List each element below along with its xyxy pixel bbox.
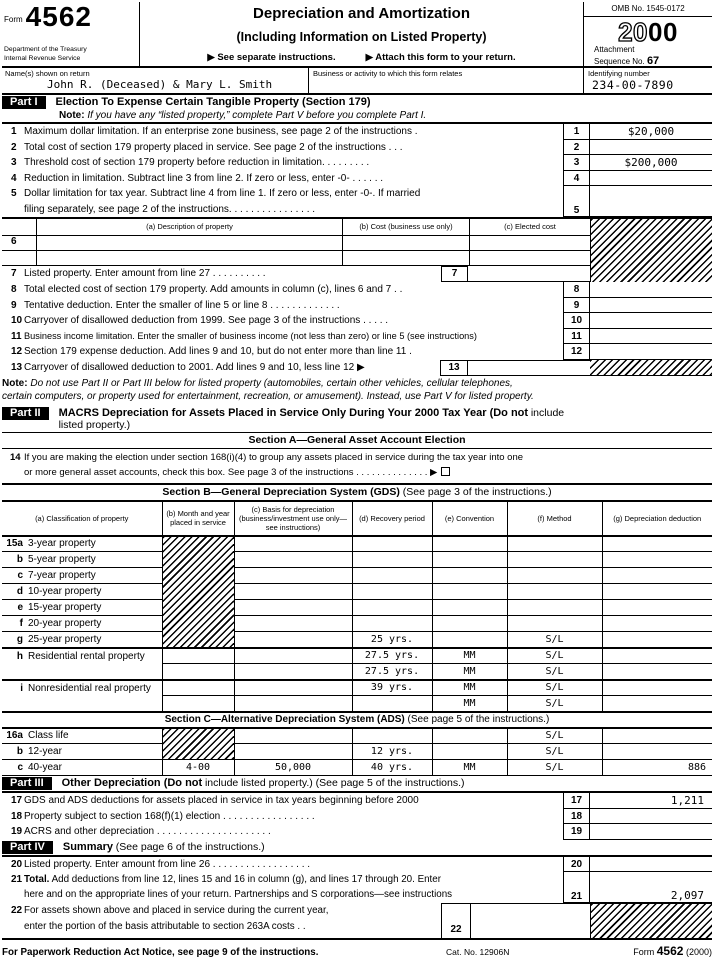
sequence-number: 67	[646, 55, 660, 67]
line-10-label: Carryover of disallowed deduction from 1999. See page 3 of the instructions . . . . .	[24, 315, 389, 326]
line-4-amount-field[interactable]	[590, 171, 712, 187]
part4-title-bold: Summary	[62, 840, 113, 853]
paperwork-notice: For Paperwork Reduction Act Notice, see page 9 of the instructions.	[2, 947, 319, 958]
deduction-field[interactable]	[602, 664, 712, 680]
row-15h-1: h Residential rental property 27.5 yrs. MM S/L	[2, 648, 712, 664]
name-block	[2, 68, 308, 93]
recovery-field[interactable]	[352, 696, 432, 712]
depreciation-table	[2, 500, 712, 777]
row-16b: b 12-year 12 yrs. S/L	[2, 744, 712, 760]
line-11: 11 Business income limitation. Enter the smaller of business income (not less than zero) or line 5 (see instructions) 11	[2, 329, 712, 345]
form-title: Depreciation and Amortization	[253, 5, 470, 22]
line-14-label-1: If you are making the election under section 168(i)(4) to group any assets placed in service during the tax year into one	[24, 451, 524, 463]
line-6-elected-cost-field[interactable]	[469, 236, 590, 251]
row-15f: f 20-year property	[2, 616, 712, 632]
deduction-field[interactable]	[602, 696, 712, 712]
name-field[interactable]: John R. (Deceased) & Mary L. Smith	[47, 78, 273, 91]
attachment-sequence: Attachment Sequence No. 67	[594, 45, 660, 67]
line-22: 22 For assets shown above and placed in service during the current year, enter the portion of the basis attributable to section 263A costs . . 22	[2, 903, 712, 940]
line-17-box: 17	[563, 793, 590, 809]
basis-field[interactable]	[234, 552, 352, 568]
deduction-field[interactable]: 886	[602, 760, 712, 776]
row-15i-1: i Nonresidential real property 39 yrs. MM S/L	[2, 680, 712, 696]
part4-title-regular: (See page 6 of the instructions.)	[115, 840, 265, 853]
convention-field[interactable]	[432, 552, 507, 568]
line-18-box: 18	[563, 809, 590, 825]
line-8-amount-field[interactable]	[590, 282, 712, 298]
convention-field[interactable]: MM	[432, 680, 507, 696]
line-17-amount-field[interactable]: 1,211	[590, 793, 712, 809]
deduction-field[interactable]	[602, 680, 712, 696]
method-field[interactable]	[507, 536, 602, 552]
row-15d: d 10-year property	[2, 584, 712, 600]
line-4-label: Reduction in limitation. Subtract line 3 from line 2. If zero or less, enter -0- . . . . . .	[24, 172, 384, 184]
col-b-header: (b) Month and year placed in service	[162, 501, 234, 536]
line-6-cost-field[interactable]	[342, 251, 469, 266]
line-17: 17 GDS and ADS deductions for assets placed in service in tax years beginning before 2000 17 1,211	[2, 793, 712, 809]
line-6-row-1	[2, 236, 590, 251]
line-6-table	[2, 217, 712, 282]
part2-badge: Part II	[2, 407, 49, 420]
line-13-box: 13	[440, 360, 468, 376]
line-10: 10 Carryover of disallowed deduction from 1999. See page 3 of the instructions . . . . . 10	[2, 313, 712, 329]
section-168-checkbox[interactable]	[441, 467, 450, 476]
tax-year-outlined: 20	[618, 17, 648, 47]
method-field[interactable]: S/L	[507, 648, 602, 664]
line-2: 2 Total cost of section 179 property placed in service. See page 2 of the instructions . . . 2	[2, 140, 712, 156]
basis-field[interactable]	[234, 536, 352, 552]
line-20-box: 20	[563, 857, 590, 873]
form-subtitle: (Including Information on Listed Property)	[236, 30, 487, 44]
tax-year-logo	[584, 17, 712, 45]
basis-field[interactable]	[234, 632, 352, 648]
line-4: 4 Reduction in limitation. Subtract line 3 from line 2. If zero or less, enter -0- . . . . . . 4	[2, 171, 712, 187]
part3-title-bold: Other Depreciation (Do not	[61, 777, 203, 789]
line-12-box: 12	[563, 344, 590, 360]
line-1-label: Maximum dollar limitation. If an enterprise zone business, see page 2 of the instructions .	[24, 126, 418, 137]
col-elected-cost-header: (c) Elected cost	[469, 219, 590, 236]
line-21-box: 21	[563, 872, 590, 903]
month-year-field[interactable]	[162, 648, 234, 664]
line-20: 20 Listed property. Enter amount from line 26 . . . . . . . . . . . . . . . . . . 20	[2, 857, 712, 873]
method-field[interactable]	[507, 584, 602, 600]
hatched-area	[590, 360, 712, 376]
section-b-title: Section B—General Depreciation System (GDS) (See page 3 of the instructions.)	[162, 485, 552, 498]
convention-field[interactable]	[432, 616, 507, 632]
recovery-field[interactable]: 27.5 yrs.	[352, 664, 432, 680]
line-5-box: 5	[563, 186, 590, 217]
line-2-label: Total cost of section 179 property placed in service. See page 2 of the instructions . . .	[24, 141, 403, 153]
row-15g: g 25-year property 25 yrs. S/L	[2, 632, 712, 648]
line-14: 14 If you are making the election under section 168(i)(4) to group any assets placed in service during the tax year into one or more general asset accounts, check this box. See page 3 of the instructions . . . . . . . . . . . . . . ▶	[2, 449, 712, 485]
col-cost-header: (b) Cost (business use only)	[342, 219, 469, 236]
basis-field[interactable]	[234, 648, 352, 664]
row-15c: c 7-year property	[2, 568, 712, 584]
line-13: 13 Carryover of disallowed deduction to 2001. Add lines 9 and 10, less line 12 ▶ 13	[2, 360, 712, 376]
line-8-label: Total elected cost of section 179 property. Add amounts in column (c), lines 6 and 7 . .	[24, 284, 403, 295]
recovery-field[interactable]	[352, 536, 432, 552]
line-18: 18 Property subject to section 168(f)(1) election . . . . . . . . . . . . . . . . . 18	[2, 809, 712, 825]
part1-note-label: Note:	[59, 110, 85, 121]
basis-field[interactable]	[234, 696, 352, 712]
line-12-label: Section 179 expense deduction. Add lines 9 and 10, but do not enter more than line 11 .	[24, 346, 412, 357]
convention-field[interactable]	[432, 600, 507, 616]
deduction-field[interactable]	[602, 568, 712, 584]
line-6-number: 6	[2, 236, 36, 251]
month-year-field[interactable]	[162, 680, 234, 696]
line-20-label: Listed property. Enter amount from line 26 . . . . . . . . . . . . . . . . . .	[24, 858, 311, 870]
method-field[interactable]: S/L	[507, 680, 602, 696]
line-12-amount-field[interactable]	[590, 344, 712, 360]
business-block	[308, 68, 583, 93]
form-footer	[2, 940, 712, 958]
col-g-header: (g) Depreciation deduction	[602, 501, 712, 536]
deduction-field[interactable]	[602, 584, 712, 600]
convention-field[interactable]: MM	[432, 696, 507, 712]
line-3-box: 3	[563, 155, 590, 171]
form-title-block	[140, 2, 583, 66]
line-9-label: Tentative deduction. Enter the smaller of line 5 or line 8 . . . . . . . . . . . . .	[24, 299, 340, 311]
line-12: 12 Section 179 expense deduction. Add lines 9 and 10, but do not enter more than line 11 . 12	[2, 344, 712, 360]
form-footer-id: Form 4562 (2000)	[633, 944, 712, 958]
convention-field[interactable]: MM	[432, 760, 507, 776]
part3-title-regular: include listed property.) (See page 5 of the instructions.)	[204, 777, 465, 789]
deduction-field[interactable]	[602, 616, 712, 632]
basis-field[interactable]	[234, 680, 352, 696]
line-6-description-field[interactable]	[36, 251, 342, 266]
name-label: Name(s) shown on return	[5, 69, 90, 78]
row-15b: b 5-year property	[2, 552, 712, 568]
line-21-label: Total. Add deductions from line 12, lines 15 and 16 in column (g), and lines 17 through 20. Enter here and on the appropriate lines of your return. Partnerships and S corporations—see instructions	[24, 874, 453, 900]
col-c-header: (c) Basis for depreciation (business/investment use only—see instructions)	[234, 501, 352, 536]
line-18-amount-field[interactable]	[590, 809, 712, 825]
line-6-description-field[interactable]	[36, 236, 342, 251]
line-18-label: Property subject to section 168(f)(1) election . . . . . . . . . . . . . . . . .	[24, 810, 315, 822]
method-field[interactable]: S/L	[507, 696, 602, 712]
month-year-field[interactable]: 4-00	[162, 760, 234, 776]
line-7-box: 7	[441, 266, 468, 282]
convention-field[interactable]	[432, 584, 507, 600]
line-22-label: For assets shown above and placed in service during the current year, enter the portion of the basis attributable to section 263A costs . .	[24, 905, 329, 932]
line-2-amount-field[interactable]	[590, 140, 712, 156]
recovery-field[interactable]: 27.5 yrs.	[352, 648, 432, 664]
row-15a: 15a 3-year property	[2, 536, 712, 552]
line-11-box: 11	[563, 329, 590, 345]
row-16a: 16a Class life S/L	[2, 728, 712, 744]
line-5-label: Dollar limitation for tax year. Subtract line 4 from line 1. If zero or less, enter -0-. If married filing separately, see page 2 of the instructions. . . . . . . . . . . . . . . .	[24, 188, 421, 215]
part1-footer-note: Note: Do not use Part II or Part III below for listed property (automobiles, certain other vehicles, cellular telephones, certain computers, or property used for entertainment, recreation, or amusement). Instead, use Part V for listed property.	[2, 377, 534, 402]
hatched-cell	[162, 536, 234, 648]
line-9-box: 9	[563, 298, 590, 314]
row-15e: e 15-year property	[2, 600, 712, 616]
convention-field[interactable]	[432, 744, 507, 760]
part4-header	[2, 840, 712, 857]
deduction-field[interactable]	[602, 648, 712, 664]
method-field[interactable]: S/L	[507, 744, 602, 760]
line-13-label: Carryover of disallowed deduction to 2001. Add lines 9 and 10, less line 12 ▶	[24, 361, 365, 373]
line-3-amount-field[interactable]: $200,000	[590, 155, 712, 171]
basis-field[interactable]	[234, 568, 352, 584]
line-19-box: 19	[563, 824, 590, 840]
deduction-field[interactable]	[602, 632, 712, 648]
method-field[interactable]	[507, 568, 602, 584]
part3-badge: Part III	[2, 777, 52, 790]
line-6-cost-field[interactable]	[342, 236, 469, 251]
line-13-amount-field[interactable]	[468, 360, 590, 376]
line-5-amount-field[interactable]	[590, 186, 712, 217]
line-22-amount-field[interactable]	[471, 903, 590, 938]
part1-note-text: If you have any “listed property,” complete Part V before you complete Part I.	[87, 110, 427, 121]
section-a-title: Section A—General Asset Account Election	[2, 433, 712, 449]
line-6-header-row	[2, 219, 590, 236]
line-7-amount-field[interactable]	[468, 266, 590, 282]
part2-header	[2, 406, 712, 433]
row-16c: c 40-year 4-00 50,000 40 yrs. MM S/L 886	[2, 760, 712, 776]
line-21: 21 Total. Add deductions from line 12, lines 15 and 16 in column (g), and lines 17 through 20. Enter here and on the appropriate lines of your return. Partnerships and S corporations—see instructions 21 2,097	[2, 872, 712, 903]
table-header-row	[2, 501, 712, 536]
recovery-field[interactable]: 39 yrs.	[352, 680, 432, 696]
line-1-amount-field[interactable]: $20,000	[590, 124, 712, 140]
line-2-box: 2	[563, 140, 590, 156]
basis-field[interactable]	[234, 616, 352, 632]
month-year-field[interactable]	[162, 664, 234, 680]
line-14-label-2: or more general asset accounts, check this box. See page 3 of the instructions . . . . . . . . . . . . . . ▶	[24, 465, 712, 480]
recovery-field[interactable]	[352, 600, 432, 616]
line-8-box: 8	[563, 282, 590, 298]
see-instructions-note: ▶ See separate instructions.	[207, 52, 336, 63]
method-field[interactable]	[507, 616, 602, 632]
recovery-field[interactable]	[352, 584, 432, 600]
convention-field[interactable]	[432, 728, 507, 744]
line-21-amount-field[interactable]: 2,097	[590, 872, 712, 903]
recovery-field[interactable]: 12 yrs.	[352, 744, 432, 760]
col-a-header: (a) Classification of property	[2, 501, 162, 536]
form-label: Form	[4, 15, 23, 24]
method-field[interactable]	[507, 552, 602, 568]
convention-field[interactable]: MM	[432, 648, 507, 664]
line-11-label: Business income limitation. Enter the smaller of business income (not less than zero) or line 5 (see instructions)	[24, 330, 477, 341]
line-19-label: ACRS and other depreciation . . . . . . . . . . . . . . . . . . . . .	[24, 826, 271, 837]
omb-year-block	[583, 2, 712, 66]
method-field[interactable]: S/L	[507, 632, 602, 648]
line-10-amount-field[interactable]	[590, 313, 712, 329]
method-field[interactable]: S/L	[507, 728, 602, 744]
business-label: Business or activity to which this form relates	[313, 69, 463, 78]
line-5: 5 Dollar limitation for tax year. Subtract line 4 from line 1. If zero or less, enter -0-. If married filing separately, see page 2 of the instructions. . . . . . . . . . . . . . . . 5	[2, 186, 712, 217]
line-7: 7 Listed property. Enter amount from line 27 . . . . . . . . . . 7	[2, 266, 590, 282]
attach-note: ▶ Attach this form to your return.	[365, 52, 516, 63]
line-10-box: 10	[563, 313, 590, 329]
deduction-field[interactable]	[602, 728, 712, 744]
line-3-label: Threshold cost of section 179 property before reduction in limitation. . . . . . . . .	[24, 157, 370, 168]
catalog-number: Cat. No. 12906N	[446, 947, 510, 957]
deduction-field[interactable]	[602, 744, 712, 760]
recovery-field[interactable]	[352, 552, 432, 568]
col-d-header: (d) Recovery period	[352, 501, 432, 536]
line-9-amount-field[interactable]	[590, 298, 712, 314]
part2-title-line2: listed property.)	[58, 418, 131, 431]
line-17-label: GDS and ADS deductions for assets placed in service in tax years beginning before 2000	[24, 795, 419, 806]
line-6-elected-cost-field[interactable]	[469, 251, 590, 266]
basis-field[interactable]: 50,000	[234, 760, 352, 776]
deduction-field[interactable]	[602, 552, 712, 568]
method-field[interactable]: S/L	[507, 664, 602, 680]
recovery-field[interactable]	[352, 568, 432, 584]
convention-field[interactable]	[432, 568, 507, 584]
line-3: 3 Threshold cost of section 179 property before reduction in limitation. . . . . . . . . 3 $200,000	[2, 155, 712, 171]
recovery-field[interactable]: 40 yrs.	[352, 760, 432, 776]
convention-field[interactable]	[432, 536, 507, 552]
form-number-block	[2, 2, 140, 66]
part1-title: Election To Expense Certain Tangible Property (Section 179)	[55, 96, 371, 108]
hatched-area	[590, 903, 712, 938]
month-year-field[interactable]	[162, 696, 234, 712]
hatched-area	[590, 219, 712, 282]
deduction-field[interactable]	[602, 600, 712, 616]
col-description-header: (a) Description of property	[36, 219, 342, 236]
deduction-field[interactable]	[602, 536, 712, 552]
basis-field[interactable]	[234, 744, 352, 760]
convention-field[interactable]: MM	[432, 664, 507, 680]
line-1-box: 1	[563, 124, 590, 140]
recovery-field[interactable]	[352, 616, 432, 632]
line-1: 1 Maximum dollar limitation. If an enterprise zone business, see page 2 of the instructions . 1 $20,000	[2, 124, 712, 140]
form-number: 4562	[25, 1, 92, 32]
col-f-header: (f) Method	[507, 501, 602, 536]
basis-field[interactable]	[234, 664, 352, 680]
line-6-row-2	[2, 251, 590, 266]
part3-header	[2, 776, 712, 793]
dept-irs: Internal Revenue Service	[4, 55, 81, 63]
taxpayer-row	[2, 68, 712, 95]
col-e-header: (e) Convention	[432, 501, 507, 536]
section-c-title: Section C—Alternative Depreciation System (ADS) (See page 5 of the instructions.)	[2, 712, 712, 728]
convention-field[interactable]	[432, 632, 507, 648]
line-9: 9 Tentative deduction. Enter the smaller of line 5 or line 8 . . . . . . . . . . . . . 9	[2, 298, 712, 314]
tax-year-solid: 00	[648, 17, 678, 47]
part2-title-bold: MACRS Depreciation for Assets Placed in Service Only During Your 2000 Tax Year (Do not	[58, 406, 529, 419]
line-4-box: 4	[563, 171, 590, 187]
identifying-block	[583, 68, 712, 93]
basis-field[interactable]	[234, 600, 352, 616]
identifying-field[interactable]: 234-00-7890	[592, 78, 674, 92]
method-field[interactable]: S/L	[507, 760, 602, 776]
line-20-amount-field[interactable]	[590, 857, 712, 873]
hatched-cell	[162, 728, 234, 760]
part2-title-regular: include	[530, 406, 565, 419]
recovery-field[interactable]: 25 yrs.	[352, 632, 432, 648]
dept-treasury: Department of the Treasury	[4, 46, 87, 54]
omb-number: OMB No. 1545-0172	[584, 2, 712, 17]
line-19-amount-field[interactable]	[590, 824, 712, 840]
line-22-box: 22	[441, 903, 471, 938]
line-8: 8 Total elected cost of section 179 property. Add amounts in column (c), lines 6 and 7 . . 8	[2, 282, 712, 298]
basis-field[interactable]	[234, 728, 352, 744]
part1-header	[2, 95, 712, 124]
line-7-label: Listed property. Enter amount from line 27 . . . . . . . . . .	[24, 268, 266, 279]
part1-badge: Part I	[2, 96, 46, 109]
recovery-field[interactable]	[352, 728, 432, 744]
method-field[interactable]	[507, 600, 602, 616]
form-header	[2, 2, 712, 68]
identifying-label: Identifying number	[588, 69, 650, 78]
basis-field[interactable]	[234, 584, 352, 600]
line-11-amount-field[interactable]	[590, 329, 712, 345]
line-19: 19 ACRS and other depreciation . . . . . . . . . . . . . . . . . . . . . 19	[2, 824, 712, 840]
part4-badge: Part IV	[2, 841, 53, 854]
